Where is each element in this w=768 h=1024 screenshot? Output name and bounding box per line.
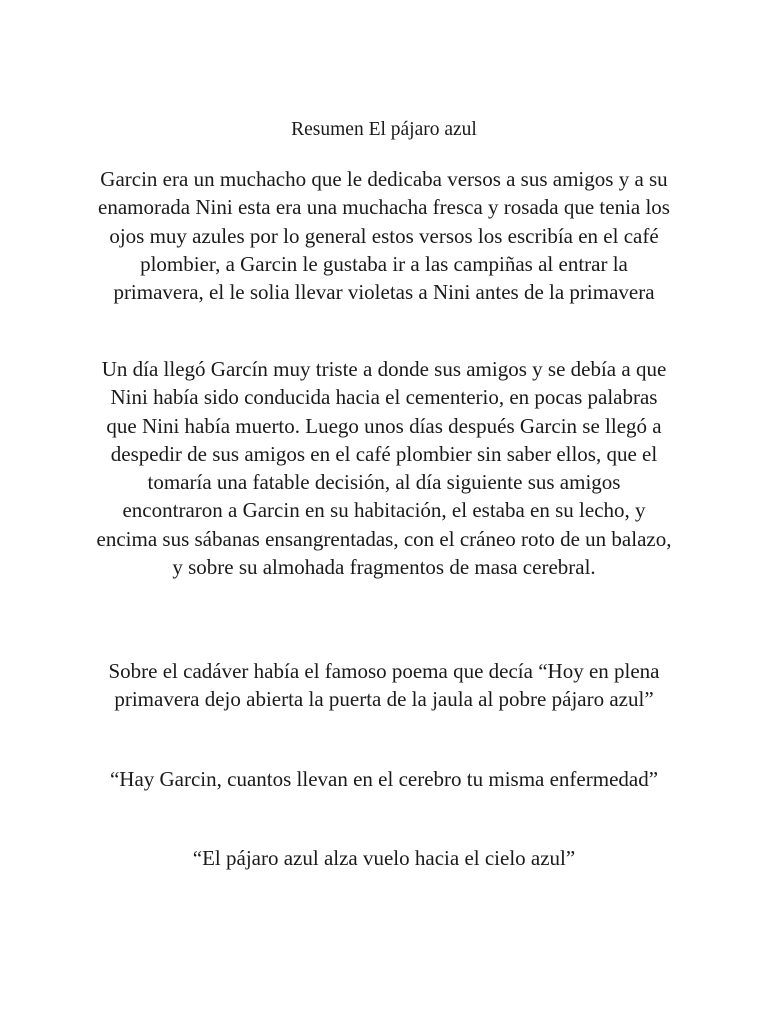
quote-blue-bird: “El pájaro azul alza vuelo hacia el cielo azul” xyxy=(192,846,576,870)
paragraph-intro: Garcin era un muchacho que le dedicaba versos a sus amigos y a su enamorada Nini esta era una muchacha fresca y rosada que tenia los ojos muy azules por lo general estos versos los escribía en el café plombier, a Garcin le gustaba ir a las campiñas al entrar la primavera, el le solia llevar violetas a Nini antes de la primavera xyxy=(98,167,670,305)
document-title: Resumen El pájaro azul xyxy=(291,119,477,140)
paragraph-death: Un día llegó Garcín muy triste a donde sus amigos y se debía a que Nini había sido conducida hacia el cementerio, en pocas palabras que Nini había muerto. Luego unos días después Garcin se llegó a despedir de sus amigos en el café plombier sin saber ellos, que el tomaría una fatable decisión, al día siguiente sus amigos encontraron a Garcin en su habitación, el estaba en su lecho, y encima sus sábanas ensangrentadas, con el cráneo roto de un balazo, y sobre su almohada fragmentos de masa cerebral. xyxy=(96,357,672,580)
quote-garcin: “Hay Garcin, cuantos llevan en el cerebro tu misma enfermedad” xyxy=(109,767,659,791)
paragraph-poem: Sobre el cadáver había el famoso poema que decía “Hoy en plena primavera dejo abierta la puerta de la jaula al pobre pájaro azul” xyxy=(108,659,660,712)
